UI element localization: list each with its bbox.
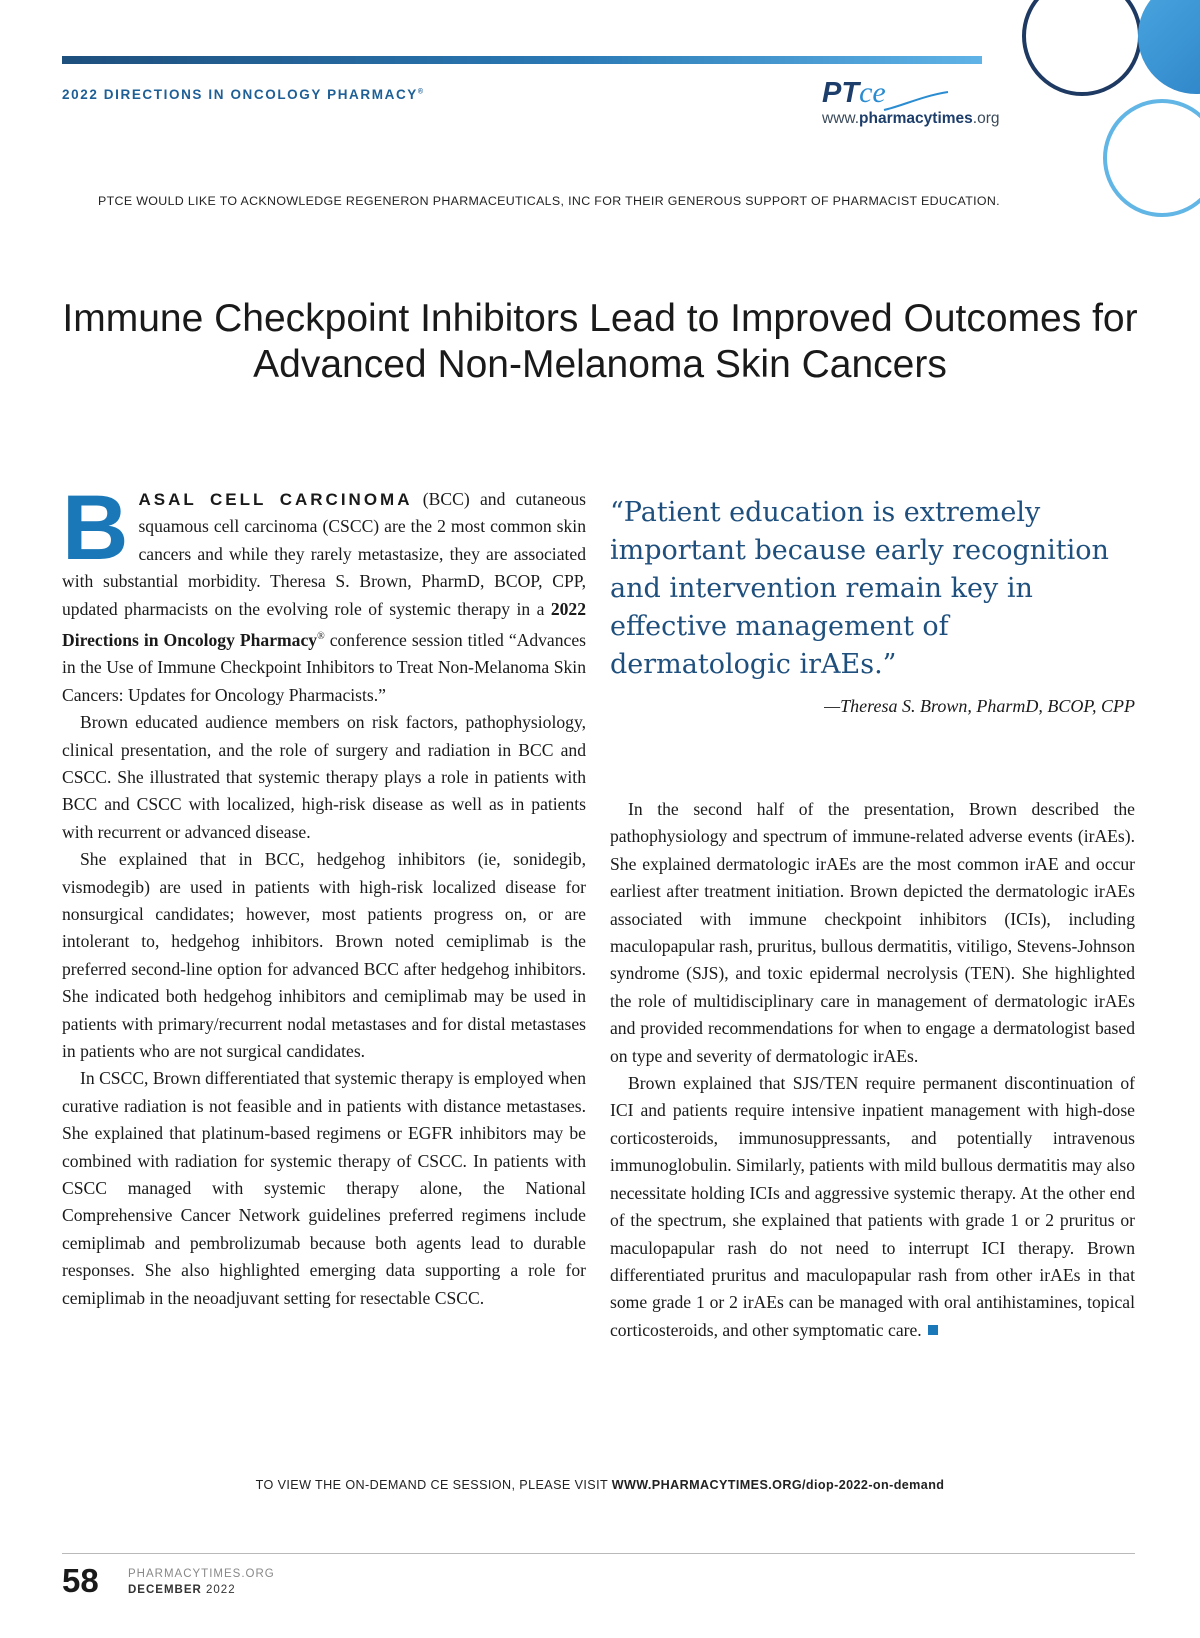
- paragraph-6: Brown explained that SJS/TEN require permanent discontinuation of ICI and patients require intensive inpatient management with high-dose corticosteroids, immunosuppressants, and potentially intravenous immunoglobulin. Similarly, patients with mild bullous dermatitis may also necessitate holding ICIs and aggressive systemic therapy. At the other end of the spectrum, she explained that patients with grade 1 or 2 pruritus or maculopapular rash do not need to interrupt ICI therapy. Brown differentiated pruritus and maculopapular rash from other irAEs in that some grade 1 or 2 irAEs can be managed with oral antihistamines, topical corticosteroids, and other symptomatic care.: [610, 1073, 1135, 1340]
- drop-cap: B: [62, 477, 129, 579]
- decorative-circles: [1000, 0, 1200, 240]
- quote-attribution: —Theresa S. Brown, PharmD, BCOP, CPP: [824, 696, 1135, 716]
- logo-url: www.pharmacytimes.org: [822, 110, 1000, 127]
- logo-swoosh-icon: [882, 90, 952, 114]
- footer-rule: [62, 1553, 1135, 1554]
- page-number: 58: [62, 1562, 99, 1599]
- lead-in: ASAL CELL CARCINOMA: [138, 490, 413, 509]
- paragraph-1: BASAL CELL CARCINOMA (BCC) and cutaneous squamous cell carcinoma (CSCC) are the 2 most common skin cancers and while they rarely metastasize, they are associated with substantial morbidity. Theresa S. Brown, PharmD, BCOP, CPP, updated pharmacists on the evolving role of systemic therapy in a 2022 Directions in Oncology Pharmacy® conference session titled “Advances in the Use of Immune Checkpoint Inhibitors to Treat Non-Melanoma Skin Cancers: Updates for Oncology Pharmacists.”: [62, 477, 587, 705]
- footer-site: PHARMACYTIMES.ORG: [128, 1568, 275, 1580]
- on-demand-notice: TO VIEW THE ON-DEMAND CE SESSION, PLEASE VISIT WWW.PHARMACYTIMES.ORG/diop-2022-on-demand: [255, 1478, 945, 1492]
- end-mark-icon: [928, 1325, 938, 1335]
- sponsor-acknowledgment: PTCE WOULD LIKE TO ACKNOWLEDGE REGENERON PHARMACEUTICALS, INC FOR THEIR GENEROUS SUPPORT OF PHARMACIST EDUCATION.: [98, 194, 1000, 208]
- logo-mark: PTce: [822, 76, 886, 109]
- footer-date: DECEMBER 2022: [128, 1584, 236, 1596]
- paragraph-2: Brown educated audience members on risk factors, pathophysiology, clinical presentation, and the role of surgery and radiation in BCC and CSCC. She illustrated that systemic therapy plays a role in patients with BCC and CSCC with localized, high-risk disease as well as in patients with recurrent or advanced disease.: [62, 712, 586, 842]
- ptce-logo[interactable]: [822, 78, 1000, 128]
- pull-quote: “Patient education is extremely important because early recognition and intervention remain key in effective management of dermatologic irAEs.”: [610, 497, 1109, 680]
- article-title: Immune Checkpoint Inhibitors Lead to Improved Outcomes for Advanced Non-Melanoma Skin Cancers: [62, 297, 1138, 386]
- right-column: [610, 796, 1135, 1344]
- conference-label: 2022 DIRECTIONS IN ONCOLOGY PHARMACY®: [62, 87, 425, 102]
- header-rule: [62, 56, 982, 64]
- left-column: [62, 477, 587, 1312]
- on-demand-link[interactable]: WWW.PHARMACYTIMES.ORG/diop-2022-on-demand: [611, 1478, 945, 1492]
- paragraph-3: She explained that in BCC, hedgehog inhibitors (ie, sonidegib, vismodegib) are used in patients with high-risk localized disease for nonsurgical candidates; however, most patients progress on, or are intolerant to, hedgehog inhibitors. Brown noted cemiplimab is the preferred second-line option for advanced BCC after hedgehog inhibitors. She indicated both hedgehog inhibitors and cemiplimab may be used in patients with primary/recurrent nodal metastases and for distal metastases in patients who are not surgical candidates.: [62, 849, 586, 1061]
- paragraph-5: In the second half of the presentation, Brown described the pathophysiology and spectrum of immune-related adverse events (irAEs). She explained dermatologic irAEs are the most common irAE and occur earliest after treatment initiation. Brown depicted the dermatologic irAEs associated with immune checkpoint inhibitors (ICIs), including maculopapular rash, pruritus, bullous dermatitis, vitiligo, Stevens-Johnson syndrome (SJS), and toxic epidermal necrolysis (TEN). She highlighted the role of multidisciplinary care in management of dermatologic irAEs and provided recommendations for when to engage a dermatologist based on type and severity of dermatologic irAEs.: [610, 799, 1135, 1066]
- paragraph-4: In CSCC, Brown differentiated that systemic therapy is employed when curative radiation is not feasible and in patients with distance metastases. She explained that platinum-based regimens or EGFR inhibitors may be combined with radiation for systemic therapy of CSCC. In patients with CSCC managed with systemic therapy alone, the National Comprehensive Cancer Network guidelines preferred regimens include cemiplimab and pembrolizumab because both agents lead to durable responses. She also highlighted emerging data supporting a role for cemiplimab in the neoadjuvant setting for resectable CSCC.: [62, 1068, 586, 1308]
